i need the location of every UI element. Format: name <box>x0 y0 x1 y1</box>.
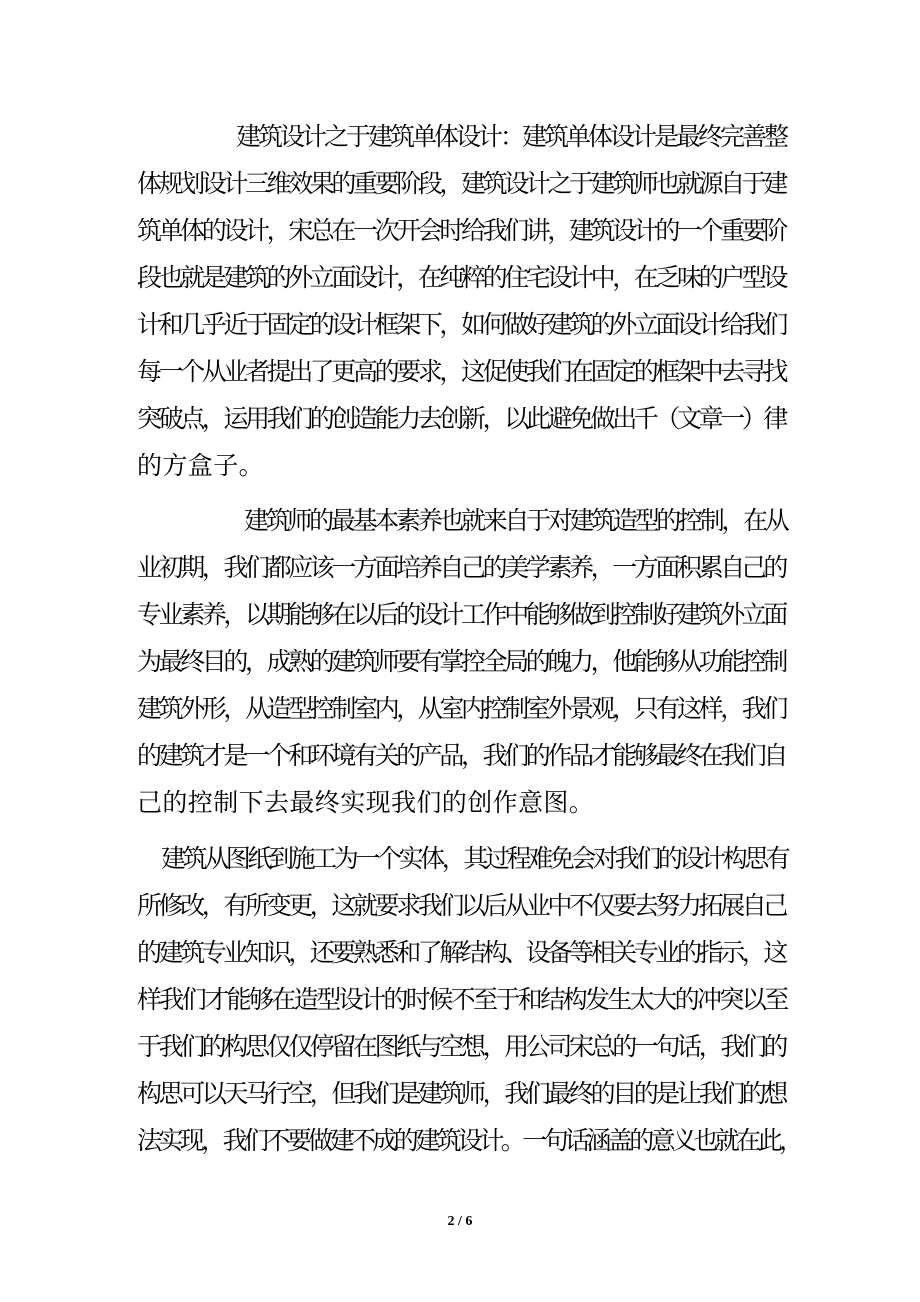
page-number: 2 / 6 <box>447 1214 473 1229</box>
text-line: 于我们的构思仅仅停留在图纸与空想，用公司宋总的一句话，我们的 <box>137 1032 786 1061</box>
text-line: 计和几乎近于固定的设计框架下，如何做好建筑的外立面设计给我们 <box>137 310 786 339</box>
text-line: 的建筑专业知识，还要熟悉和了解结构、设备等相关专业的指示，这 <box>137 938 786 967</box>
text-line: 专业素养，以期能够在以后的设计工作中能够做到控制好建筑外立面 <box>137 600 786 629</box>
text-line: 突破点，运用我们的创造能力去创新，以此避免做出千（文章一）律 <box>137 404 786 433</box>
text-line: 体规划设计三维效果的重要阶段，建筑设计之于建筑师也就源自于建 <box>137 169 786 198</box>
text-line: 的方盒子。 <box>137 451 265 480</box>
text-line: 法实现，我们不要做建不成的建筑设计。一句话涵盖的意义也就在此， <box>137 1126 801 1155</box>
text-line: 建筑外形，从造型控制室内，从室内控制室外景观，只有这样，我们 <box>137 694 786 723</box>
text-line: 建筑师的最基本素养也就来自于对建筑造型的控制，在从 <box>244 506 787 535</box>
text-line: 样我们才能够在造型设计的时候不至于和结构发生太大的冲突以至 <box>137 985 787 1014</box>
text-line: 建筑从图纸到施工为一个实体，其过程难免会对我们的设计构思有 <box>161 844 788 873</box>
text-line: 为最终目的，成熟的建筑师要有掌控全局的魄力，他能够从功能控制 <box>137 647 786 676</box>
text-line: 业初期，我们都应该一方面培养自己的美学素养，一方面积累自己的 <box>137 553 786 582</box>
text-line: 建筑设计之于建筑单体设计：建筑单体设计是最终完善整 <box>236 122 787 151</box>
text-line: 己的控制下去最终实现我们的创作意图。 <box>137 788 595 817</box>
text-line: 构思可以天马行空，但我们是建筑师，我们最终的目的是让我们的想 <box>137 1079 786 1108</box>
text-line: 所修改，有所变更，这就要求我们以后从业中不仅要去努力拓展自己 <box>137 891 786 920</box>
text-line: 的建筑才是一个和环境有关的产品，我们的作品才能够最终在我们自 <box>137 741 786 770</box>
text-line: 段也就是建筑的外立面设计，在纯粹的住宅设计中，在乏味的户型设 <box>137 263 786 292</box>
text-line: 筑单体的设计，宋总在一次开会时给我们讲，建筑设计的一个重要阶 <box>137 216 786 245</box>
text-line: 每一个从业者提出了更高的要求，这促使我们在固定的框架中去寻找 <box>137 357 786 386</box>
